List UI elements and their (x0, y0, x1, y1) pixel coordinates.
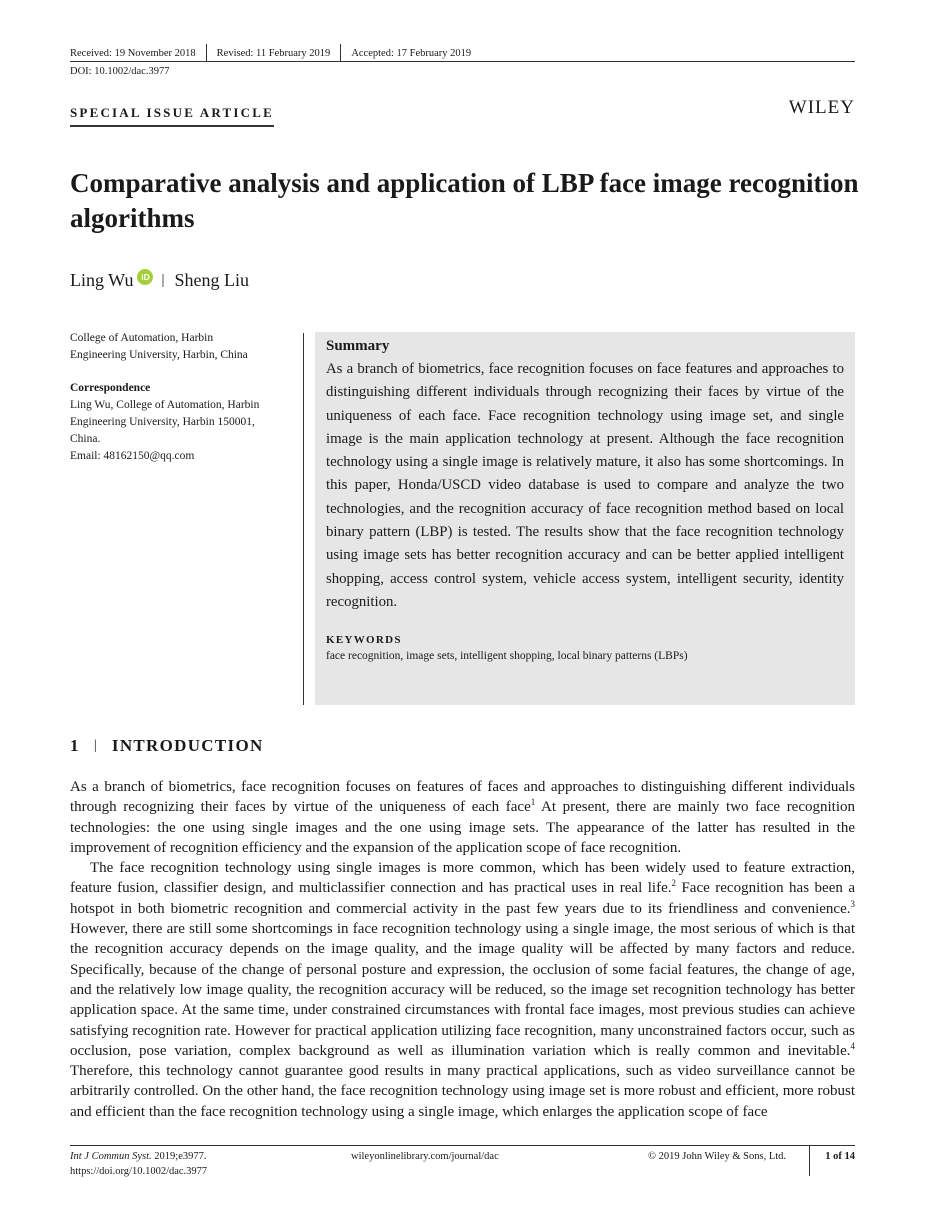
section-title: INTRODUCTION (111, 736, 264, 755)
paragraph-text: Face recognition has been a hotspot in both biometric recognition and commercial activity in the past few years due to its friendliness and convenience. (70, 880, 855, 917)
journal-site-link[interactable]: wileyonlinelibrary.com/journal/dac (351, 1151, 499, 1162)
header-rule (70, 61, 855, 62)
author-name[interactable]: Ling Wu (70, 270, 134, 290)
summary-box (315, 332, 855, 705)
footer-rule (70, 1145, 855, 1146)
citation-ref[interactable]: 1 (530, 797, 536, 808)
author-name[interactable]: Sheng Liu (174, 270, 249, 290)
copyright: © 2019 John Wiley & Sons, Ltd. (648, 1151, 787, 1162)
footer-divider (809, 1145, 810, 1176)
paragraph (70, 777, 855, 858)
paragraph-text: However, there are still some shortcomings in face recognition technology using a single image, the most serious of which is that the recognition accuracy depends on the image quality, and the image quality will be affected by many factors and reduce. Specifically, because of the change of personal posture and expression, the occlusion of some facial features, the change of age, and the relatively low image quality, the recognition accuracy will be reduced, so the image set recognition technology has better application space. At the same time, under constrained circumstances with frontal face images, most previous studies can achieve satisfying recognition rate. However for practical application utilizing face recognition, many unconstrained factors occur, such as occlusion, pose variation, complex background as well as illumination variation which is really common and inevitable. (70, 921, 855, 1059)
journal-citation (70, 1151, 207, 1162)
affiliation-line: College of Automation, Harbin (70, 332, 214, 344)
doi-link[interactable]: https://doi.org/10.1002/dac.3977 (70, 1166, 208, 1177)
section-heading (70, 736, 264, 756)
citation-ref[interactable]: 2 (671, 878, 676, 889)
journal-name: Int J Commun Syst. (70, 1151, 152, 1162)
received-date: Received: 19 November 2018 (70, 47, 196, 59)
issue-label: SPECIAL ISSUE ARTICLE (70, 105, 274, 127)
paragraph-text: The face recognition technology using single images is more common, which has been widely used to feature extraction, feature fusion, classifier design, and multiclassifier connection and has practical uses in real life. (70, 860, 855, 897)
paragraph-text: As a branch of biometrics, face recognition focuses on features of faces and approaches to distinguishing different individuals through recognizing their faces by virtue of the uniqueness of each face (70, 779, 855, 816)
summary-title: Summary (326, 338, 390, 354)
article-title: Comparative analysis and application of LBP face image recognition algorithms (70, 168, 859, 233)
revised-date: Revised: 11 February 2019 (216, 47, 331, 59)
author-separator: | (161, 272, 165, 288)
paragraph-text: Therefore, this technology cannot guarantee good results in many practical applications, such as video surveillance cannot be arbitrarily controlled. On the other hand, the face recognition technology using image set is more robust and efficient, more robust and efficient than the face recognition technology using a single image, which enlarges the application scope of face (70, 1063, 855, 1120)
paragraph (70, 858, 855, 1122)
accepted-date: Accepted: 17 February 2019 (351, 47, 472, 59)
journal-volume: 2019;e3977. (151, 1151, 207, 1162)
affiliation-line: Engineering University, Harbin, China (70, 349, 248, 361)
orcid-icon[interactable]: iD (137, 269, 153, 285)
paragraph-text: At present, there are mainly two face recognition technologies: the one using single images and the one using image sets. The appearance of the latter has resulted in the improvement of recognition efficiency and the expansion of the application scope of face recognition. (70, 799, 856, 856)
article-dates (70, 44, 481, 62)
body-text (70, 777, 855, 1122)
citation-ref[interactable]: 4 (850, 1040, 855, 1051)
publisher-logo: WILEY (788, 97, 855, 118)
page-number: 1 of 14 (825, 1151, 855, 1162)
section-number: 1 (70, 736, 80, 755)
author-list (70, 270, 249, 291)
correspondence-line: Engineering University, Harbin 150001, (70, 416, 255, 428)
summary-text: As a branch of biometrics, face recognition focuses on face features and approaches to distinguishing different individuals through recognizing their faces by virtue of the uniqueness of each face. Face recognition technology using image set, and single image is the main application technology at present. Although the face recognition technology using a single image is relatively mature, it also has some shortcomings. In this paper, Honda/USCD video database is used to compare and analyze the two technologies, and the recognition accuracy of face recognition method based on local binary pattern (LBP) is tested. The results show that the face recognition technology using image sets has better recognition accuracy and can be better applied intelligent shopping, access control system, vehicle access system, intelligent security, identity recognition. (326, 361, 844, 610)
doi[interactable]: DOI: 10.1002/dac.3977 (70, 66, 170, 77)
keywords-title: KEYWORDS (326, 634, 402, 647)
affiliation-block (70, 330, 295, 465)
correspondence-title: Correspondence (70, 382, 151, 394)
correspondence-email[interactable]: Email: 48162150@qq.com (70, 450, 195, 462)
correspondence-line: Ling Wu, College of Automation, Harbin (70, 399, 260, 411)
citation-ref[interactable]: 3 (850, 898, 855, 909)
column-divider (303, 333, 304, 705)
keywords-text: face recognition, image sets, intelligent shopping, local binary patterns (LBPs) (326, 650, 688, 663)
section-separator: | (93, 738, 98, 753)
correspondence-line: China. (70, 433, 101, 445)
